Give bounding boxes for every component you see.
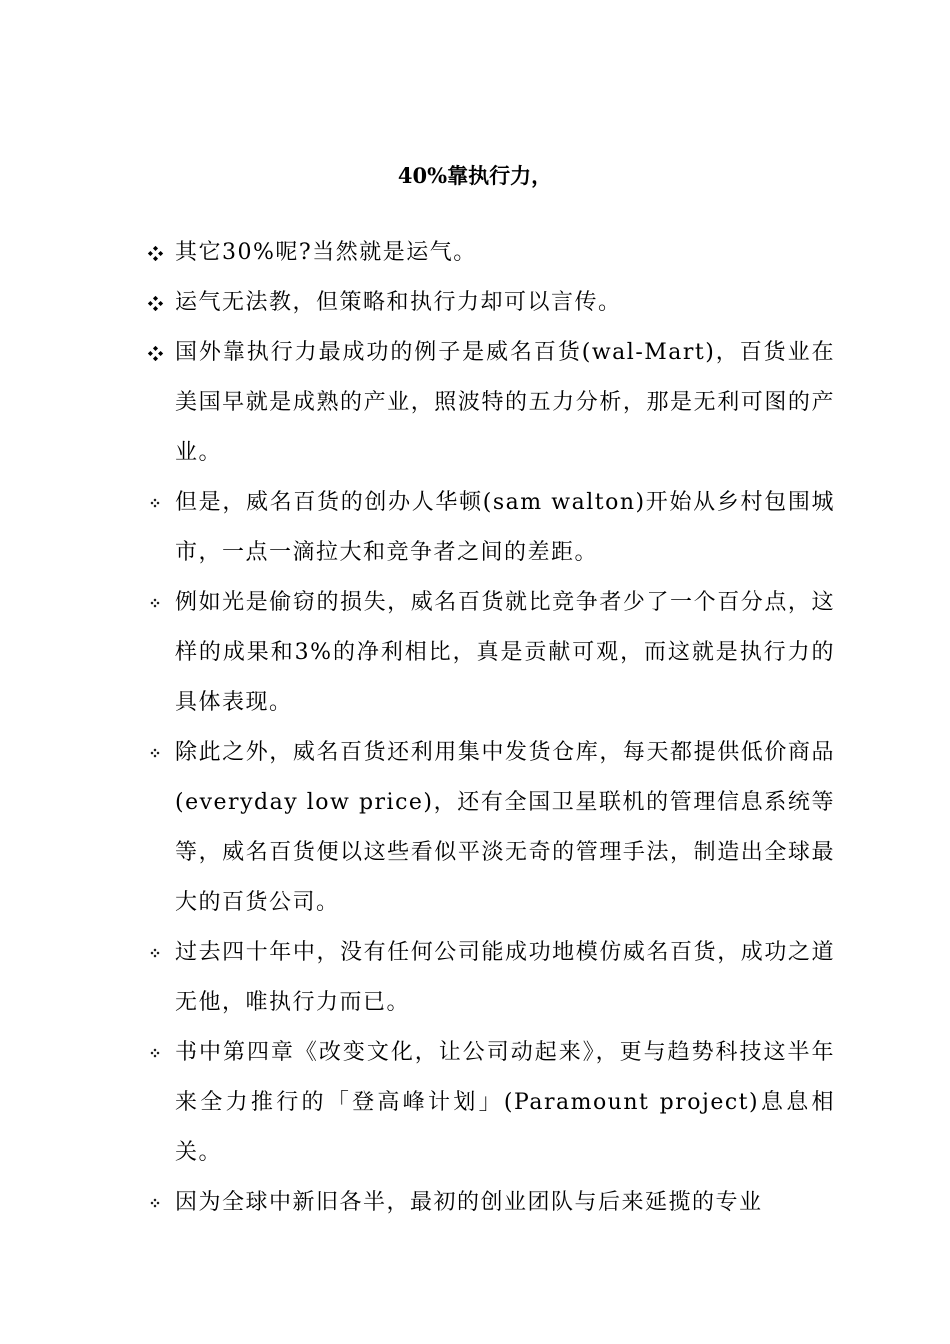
list-item — [145, 728, 835, 928]
four-diamond-bullet-icon — [145, 478, 165, 528]
four-diamond-bullet-icon — [145, 278, 165, 328]
list-item — [145, 1178, 835, 1228]
four-diamond-bullet-icon — [145, 1028, 165, 1078]
four-diamond-bullet-icon — [145, 1178, 165, 1228]
list-item-text: 过去四十年中，没有任何公司能成功地模仿威名百货，成功之道无他，唯执行力而已。 — [175, 940, 835, 1015]
list-item — [145, 478, 835, 578]
list-item — [145, 328, 835, 478]
four-diamond-bullet-icon — [145, 578, 165, 628]
list-item — [145, 1028, 835, 1178]
list-item-text: 国外靠执行力最成功的例子是威名百货(wal-Mart)，百货业在美国早就是成熟的产业，照波特的五力分析，那是无利可图的产业。 — [175, 340, 835, 465]
list-item-text: 其它30%呢?当然就是运气。 — [175, 240, 477, 265]
list-item — [145, 578, 835, 728]
four-diamond-bullet-icon — [145, 228, 165, 278]
list-item-text: 运气无法教，但策略和执行力却可以言传。 — [175, 290, 622, 315]
list-item-text: 例如光是偷窃的损失，威名百货就比竞争者少了一个百分点，这样的成果和3%的净利相比，真是贡献可观，而这就是执行力的具体表现。 — [175, 590, 835, 715]
four-diamond-bullet-icon — [145, 328, 165, 378]
list-item-text: 因为全球中新旧各半，最初的创业团队与后来延揽的专业 — [175, 1190, 763, 1215]
list-item — [145, 928, 835, 1028]
list-item-text: 书中第四章《改变文化，让公司动起来》，更与趋势科技这半年来全力推行的「登高峰计划」(Paramount project)息息相关。 — [175, 1040, 835, 1165]
list-item-text: 除此之外，威名百货还利用集中发货仓库，每天都提供低价商品(everyday low price)，还有全国卫星联机的管理信息系统等等，威名百货便以这些看似平淡无奇的管理手法，制造出全球最大的百货公司。 — [175, 740, 835, 915]
four-diamond-bullet-icon — [145, 928, 165, 978]
page-title: 40%靠执行力， — [397, 163, 553, 188]
bullet-list — [145, 228, 835, 1228]
list-item — [145, 278, 835, 328]
list-item-text: 但是，威名百货的创办人华顿(sam walton)开始从乡村包围城市，一点一滴拉大和竞争者之间的差距。 — [175, 490, 835, 565]
four-diamond-bullet-icon — [145, 728, 165, 778]
list-item — [145, 228, 835, 278]
